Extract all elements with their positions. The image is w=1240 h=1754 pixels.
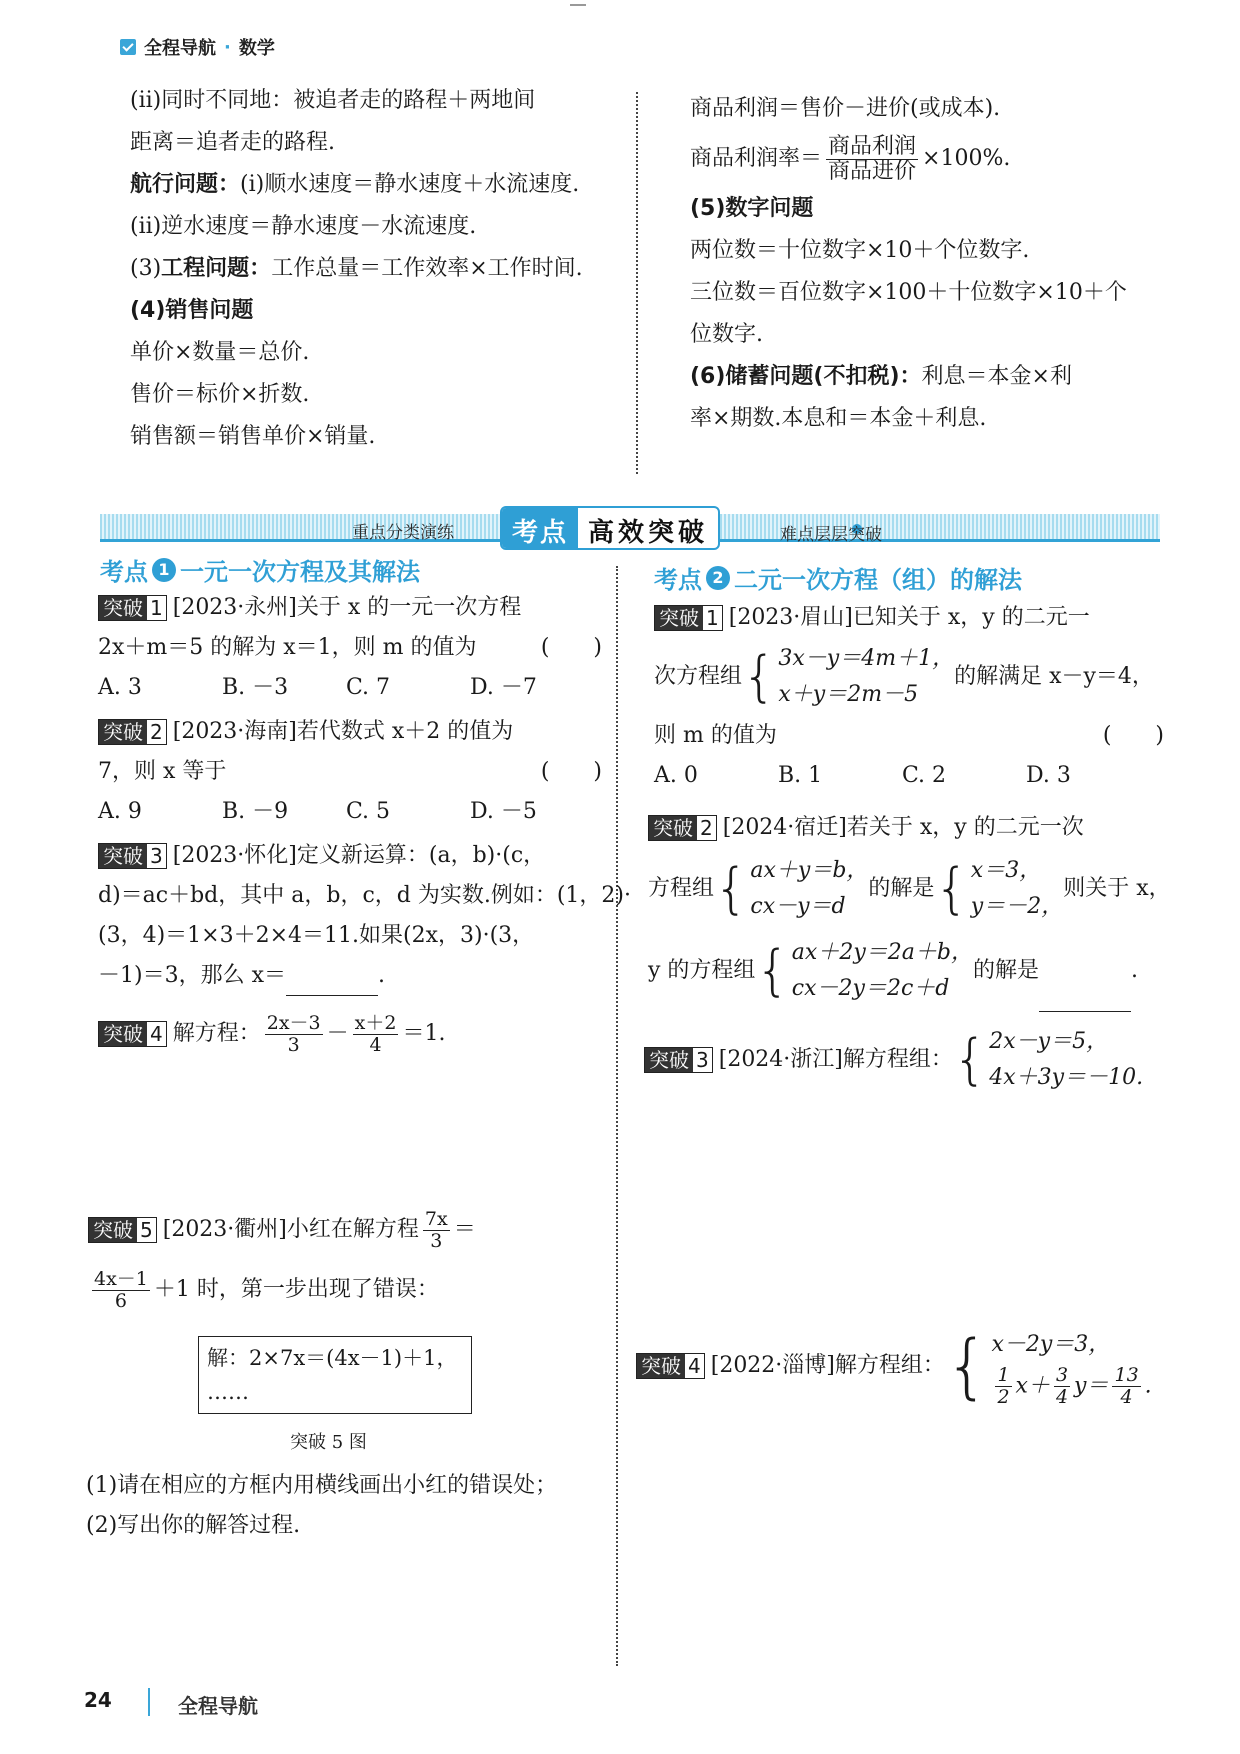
text-line bbox=[130, 248, 630, 290]
option-a: A. 0 bbox=[654, 763, 698, 788]
q-text: 的解满足 x－y＝4， bbox=[954, 664, 1154, 689]
rate-denominator: 商品进价 bbox=[828, 158, 917, 184]
check-icon bbox=[120, 39, 136, 55]
save-title: (6)储蓄问题(不扣税)： bbox=[690, 364, 922, 389]
q-tail: . bbox=[377, 963, 385, 988]
sales-title: (4)销售问题 bbox=[130, 298, 254, 323]
option-a: A. 3 bbox=[98, 675, 142, 700]
fraction bbox=[995, 1365, 1011, 1408]
section-label: 考点 bbox=[100, 558, 148, 586]
tag-number: 5 bbox=[140, 1218, 153, 1242]
option-d: D. 3 bbox=[1026, 763, 1071, 788]
text-line: (ⅱ)同时不同地：被追者走的路程＋两地间 bbox=[130, 88, 536, 113]
tupo-tag bbox=[88, 1217, 157, 1243]
question-2 bbox=[98, 712, 602, 832]
options bbox=[98, 792, 602, 832]
nav-text: (ⅰ)顺水速度＝静水速度＋水流速度. bbox=[240, 172, 580, 197]
equation-system bbox=[742, 641, 954, 713]
solution-system bbox=[934, 853, 1063, 925]
text-line bbox=[690, 356, 1170, 398]
brace-icon: { bbox=[952, 1028, 988, 1091]
term: y＝ bbox=[1074, 1373, 1109, 1398]
page-number: 24 bbox=[84, 1688, 112, 1712]
answer-paren: ( ) bbox=[540, 759, 602, 784]
q-text: [2024·浙江]解方程组： bbox=[718, 1047, 953, 1072]
q-line bbox=[644, 1020, 1164, 1100]
option-b: B. －3 bbox=[222, 675, 289, 700]
q-text: 的解是 bbox=[868, 876, 935, 901]
section-number-icon: 2 bbox=[706, 566, 730, 590]
brace-icon: { bbox=[714, 857, 749, 920]
question-r2 bbox=[648, 808, 1171, 1012]
term: . bbox=[1144, 1373, 1152, 1398]
equation: x＋y＝2m－5 bbox=[778, 682, 919, 707]
question-r4 bbox=[636, 1318, 1164, 1414]
option-a: A. 9 bbox=[98, 799, 142, 824]
denominator: 2 bbox=[997, 1385, 1010, 1408]
q-line bbox=[98, 588, 602, 628]
tag-number: 3 bbox=[150, 844, 163, 868]
equations bbox=[792, 935, 973, 1007]
question-r3 bbox=[644, 1020, 1164, 1100]
question-1 bbox=[98, 588, 602, 708]
equation: x－2y＝3， bbox=[991, 1331, 1111, 1357]
fraction bbox=[353, 1013, 399, 1056]
option-c: C. 5 bbox=[346, 799, 391, 824]
section-number-icon: 1 bbox=[152, 558, 176, 582]
denominator: 3 bbox=[287, 1033, 300, 1056]
brace-icon: { bbox=[755, 939, 790, 1002]
save-text: 利息＝本金×利 bbox=[921, 364, 1072, 389]
answer-paren: ( ) bbox=[1102, 723, 1164, 748]
operator: ＝ bbox=[453, 1217, 476, 1242]
figure-caption: 突破 5 图 bbox=[290, 1432, 367, 1453]
q-line bbox=[98, 712, 602, 752]
option-c: C. 7 bbox=[346, 675, 391, 700]
sub-question: (1)请在相应的方框内用横线画出小红的错误处； bbox=[86, 1473, 558, 1498]
question-5 bbox=[88, 1200, 608, 1320]
top-left-column bbox=[130, 80, 630, 458]
q-line bbox=[654, 598, 1164, 638]
tag-text: 突破 bbox=[99, 844, 147, 868]
fraction bbox=[92, 1269, 150, 1312]
top-mark bbox=[570, 4, 586, 6]
text-line: 三位数＝百位数字×100＋十位数字×10＋个 bbox=[690, 280, 1127, 305]
numerator: 3 bbox=[1055, 1363, 1069, 1386]
banner-pill-title: 高效突破 bbox=[588, 518, 709, 548]
q-line bbox=[98, 1006, 602, 1062]
question-4 bbox=[98, 1006, 602, 1062]
fraction bbox=[1054, 1365, 1070, 1408]
option-b: B. －9 bbox=[222, 799, 289, 824]
equation: ax＋y＝b， bbox=[750, 858, 869, 883]
footer-title: 全程导航 bbox=[178, 1694, 258, 1718]
q-line bbox=[98, 956, 602, 996]
equation-system bbox=[945, 1325, 1152, 1408]
q-text: －1)＝3，那么 x＝ bbox=[98, 963, 286, 988]
box-line: 解：2×7x＝(4x－1)＋1， bbox=[207, 1346, 458, 1370]
q-line bbox=[654, 716, 1164, 756]
term: x＋ bbox=[1015, 1373, 1050, 1398]
solution: y＝－2， bbox=[970, 894, 1064, 919]
options bbox=[98, 668, 602, 708]
tag-text: 突破 bbox=[99, 720, 147, 744]
text-line: (ⅱ)逆水速度＝静水速度－水流速度. bbox=[130, 214, 477, 239]
tupo-tag bbox=[98, 1021, 167, 1047]
q-text: d)＝ac＋bd，其中 a，b，c，d 为实数.例如：(1，2)· bbox=[98, 883, 632, 908]
column-divider-top bbox=[636, 92, 638, 474]
tupo-tag bbox=[644, 1047, 713, 1073]
rate-fraction bbox=[826, 135, 918, 184]
text-line: 率×期数.本息和＝本金＋利息. bbox=[690, 406, 987, 431]
q-text: (3，4)＝1×3＋2×4＝11.如果(2x，3)·(3， bbox=[98, 923, 535, 948]
q-line bbox=[648, 848, 1171, 930]
equation-system bbox=[755, 935, 973, 1007]
solution: x＝3， bbox=[970, 858, 1042, 883]
option-d: D. －7 bbox=[470, 675, 537, 700]
q-line bbox=[654, 638, 1164, 716]
equation: 4x＋3y＝－10. bbox=[989, 1065, 1144, 1090]
denominator: 4 bbox=[1120, 1385, 1133, 1408]
q-text: 7，则 x 等于 bbox=[98, 759, 227, 784]
denominator: 4 bbox=[369, 1033, 382, 1056]
equations bbox=[778, 641, 954, 713]
work-text: 工作总量＝工作效率×工作时间. bbox=[271, 256, 583, 281]
text-line bbox=[130, 164, 630, 206]
text-line: 售价＝标价×折数. bbox=[130, 382, 310, 407]
q-text: y 的方程组 bbox=[648, 958, 756, 983]
tag-number: 2 bbox=[150, 720, 163, 744]
tag-number: 3 bbox=[696, 1048, 709, 1072]
q-text: [2022·淄博]解方程组： bbox=[710, 1353, 945, 1378]
options bbox=[654, 756, 1164, 796]
tupo-tag bbox=[648, 815, 717, 841]
equations bbox=[991, 1325, 1151, 1408]
numerator: x＋2 bbox=[354, 1011, 397, 1034]
header-subject: 数学 bbox=[238, 38, 275, 59]
operator: － bbox=[326, 1021, 349, 1046]
section-label: 考点 bbox=[654, 566, 702, 594]
text-line: 两位数＝十位数字×10＋个位数字. bbox=[690, 238, 1030, 263]
rate-numerator: 商品利润 bbox=[828, 133, 917, 159]
tag-text: 突破 bbox=[649, 816, 697, 840]
q-text: 次方程组 bbox=[654, 664, 743, 689]
q-text: 解方程： bbox=[172, 1021, 261, 1046]
banner-left-text: 重点分类演练 bbox=[352, 523, 454, 543]
section-title-2 bbox=[654, 560, 1022, 595]
denominator: 3 bbox=[430, 1229, 443, 1252]
answer-paren: ( ) bbox=[540, 635, 602, 660]
text-line: 商品利润＝售价－进价(或成本). bbox=[690, 96, 1001, 121]
answer-blank[interactable] bbox=[1039, 986, 1131, 1012]
digit-title: (5)数字问题 bbox=[690, 196, 814, 221]
section-banner bbox=[100, 506, 1160, 550]
column-divider-bottom bbox=[616, 566, 618, 1666]
equation-system bbox=[714, 853, 868, 925]
header-dot: · bbox=[224, 36, 231, 58]
equation: 3x－y＝4m＋1， bbox=[778, 646, 955, 671]
q-text: [2023·怀化]定义新运算：(a，b)·(c， bbox=[172, 843, 546, 868]
numerator: 2x－3 bbox=[266, 1011, 321, 1034]
brace-icon: { bbox=[934, 857, 969, 920]
tupo-tag bbox=[654, 605, 723, 631]
equation: ax＋2y＝2a＋b， bbox=[791, 940, 973, 965]
tag-text: 突破 bbox=[89, 1218, 137, 1242]
q-tail: ＝1. bbox=[402, 1021, 446, 1046]
q-text: 方程组 bbox=[648, 876, 715, 901]
text-line: 距离＝追者走的路程. bbox=[130, 130, 335, 155]
equation bbox=[991, 1365, 1151, 1408]
q-text: [2023·衢州]小红在解方程 bbox=[162, 1217, 419, 1242]
work-prefix: (3) bbox=[130, 256, 162, 281]
equations bbox=[989, 1024, 1143, 1096]
banner-right-text: 难点层层突破 bbox=[780, 525, 882, 545]
fraction bbox=[423, 1209, 450, 1252]
footer-divider bbox=[148, 1688, 150, 1716]
tupo-tag bbox=[98, 595, 167, 621]
top-right-column bbox=[690, 88, 1170, 440]
solutions bbox=[971, 853, 1063, 925]
numerator: 7x bbox=[424, 1207, 448, 1230]
tupo-tag bbox=[98, 843, 167, 869]
denominator: 4 bbox=[1055, 1385, 1069, 1408]
banner-pill-label: 考点 bbox=[502, 508, 578, 548]
q-line bbox=[98, 836, 602, 876]
tag-text: 突破 bbox=[637, 1354, 685, 1378]
tag-number: 1 bbox=[706, 606, 719, 630]
tag-number: 2 bbox=[700, 816, 713, 840]
q-text: 则 m 的值为 bbox=[654, 723, 777, 748]
brace-icon: { bbox=[944, 1325, 990, 1407]
equations bbox=[750, 853, 868, 925]
equation: cx－2y＝2c＋d bbox=[791, 976, 950, 1001]
option-d: D. －5 bbox=[470, 799, 537, 824]
fraction bbox=[265, 1013, 323, 1056]
q-tail: . bbox=[1130, 958, 1138, 983]
nav-label: 航行问题： bbox=[130, 172, 241, 197]
header-title: 全程导航 bbox=[144, 38, 216, 59]
tag-text: 突破 bbox=[655, 606, 703, 630]
q-line bbox=[636, 1318, 1164, 1414]
equation: cx－y＝d bbox=[750, 894, 846, 919]
denominator: 6 bbox=[114, 1289, 127, 1312]
work-label: 工程问题： bbox=[161, 256, 272, 281]
q-text: [2023·眉山]已知关于 x，y 的二元一 bbox=[728, 605, 1090, 630]
tag-text: 突破 bbox=[645, 1048, 693, 1072]
q-line bbox=[88, 1260, 608, 1320]
tag-number: 1 bbox=[150, 596, 163, 620]
brace-icon: { bbox=[742, 645, 777, 708]
q-text: 2x＋m＝5 的解为 x＝1，则 m 的值为 bbox=[98, 635, 477, 660]
text-line: 位数字. bbox=[690, 322, 763, 347]
page-header bbox=[120, 34, 275, 60]
section-title-1 bbox=[100, 552, 420, 587]
equation: 2x－y＝5， bbox=[989, 1029, 1109, 1054]
q-text: [2024·宿迁]若关于 x，y 的二元一次 bbox=[722, 815, 1084, 840]
question-5-parts bbox=[86, 1466, 606, 1546]
tag-text: 突破 bbox=[99, 596, 147, 620]
section-title-text: 一元一次方程及其解法 bbox=[180, 558, 420, 586]
tag-number: 4 bbox=[688, 1354, 701, 1378]
q-line bbox=[648, 808, 1164, 848]
q-text: 的解是 bbox=[972, 958, 1039, 983]
q-line bbox=[88, 1200, 608, 1260]
box-line: …… bbox=[207, 1380, 249, 1404]
option-b: B. 1 bbox=[778, 763, 823, 788]
fraction bbox=[1112, 1365, 1140, 1408]
tag-number: 4 bbox=[150, 1022, 163, 1046]
text-line: 单价×数量＝总价. bbox=[130, 340, 310, 365]
numerator: 1 bbox=[997, 1363, 1010, 1386]
text-line: 销售额＝销售单价×销量. bbox=[130, 424, 376, 449]
rate-tail: ×100%. bbox=[922, 146, 1011, 171]
q-text: 则关于 x， bbox=[1063, 876, 1171, 901]
banner-pill bbox=[500, 506, 720, 550]
q-text: ＋1 时，第一步出现了错误： bbox=[153, 1277, 439, 1302]
equation-system bbox=[953, 1024, 1143, 1096]
question-3 bbox=[98, 836, 632, 996]
profit-rate-line bbox=[690, 130, 1170, 188]
rate-label: 商品利润率＝ bbox=[690, 146, 823, 171]
q-line bbox=[98, 752, 602, 792]
numerator: 13 bbox=[1114, 1363, 1139, 1386]
tag-text: 突破 bbox=[99, 1022, 147, 1046]
option-c: C. 2 bbox=[902, 763, 947, 788]
tupo-tag bbox=[98, 719, 167, 745]
numerator: 4x－1 bbox=[94, 1267, 148, 1290]
question-r1 bbox=[654, 598, 1164, 796]
q-text: [2023·海南]若代数式 x＋2 的值为 bbox=[172, 719, 514, 744]
sub-question: (2)写出你的解答过程. bbox=[86, 1513, 301, 1538]
solution-box bbox=[198, 1336, 472, 1414]
tupo-tag bbox=[636, 1353, 705, 1379]
q-text: [2023·永州]关于 x 的一元一次方程 bbox=[172, 595, 522, 620]
q-line bbox=[648, 930, 1164, 1012]
q-line bbox=[98, 628, 602, 668]
answer-blank[interactable] bbox=[286, 970, 378, 996]
section-title-text: 二元一次方程（组）的解法 bbox=[734, 566, 1022, 594]
